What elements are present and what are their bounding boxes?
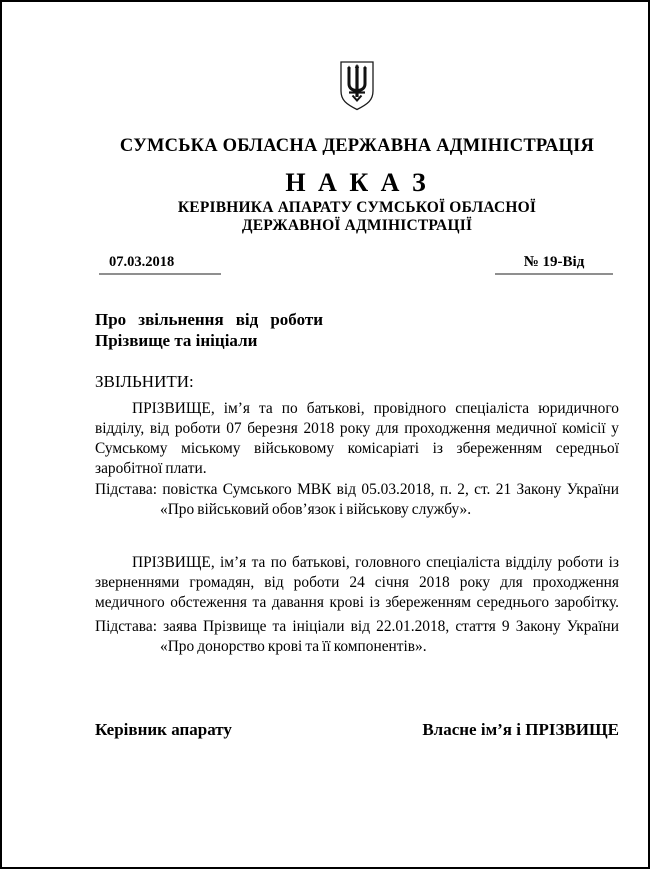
document-content — [95, 61, 619, 740]
subject-block — [95, 309, 323, 351]
order-paragraph-1 — [95, 399, 619, 479]
signature-name: Власне ім’я і ПРІЗВИЩЕ — [422, 720, 619, 739]
order-2-line: медичного обстеження та давання крові із збереженням середнього заробітку. — [95, 594, 619, 611]
subject-line2: Прізвище та ініціали — [95, 331, 258, 350]
order-1-line: Сумському міському військовому комісаріаті із збереженням середньої — [95, 440, 619, 457]
meta-row — [95, 255, 619, 277]
basis-2-line: Підстава: заява Прізвище та ініціали від 22.01.2018, стаття 9 Закону України — [95, 618, 619, 635]
order-1-line: ПРІЗВИЩЕ, ім’я та по батькові, провідного спеціаліста юридичного — [132, 400, 619, 417]
order-1-line: відділу, від роботи 07 березня 2018 року для проходження медичної комісії у — [95, 420, 619, 437]
basis-1-line: Підстава: повістка Сумського МВК від 05.03.2018, п. 2, ст. 21 Закону України — [95, 481, 619, 498]
basis-paragraph-1 — [95, 480, 619, 520]
date-field: 07.03.2018 — [99, 255, 221, 275]
order-2-line: ПРІЗВИЩЕ, ім’я та по батькові, головного спеціаліста відділу роботи із — [132, 554, 619, 571]
trident-emblem-icon — [339, 61, 375, 111]
order-1-line: заробітної плати. — [95, 460, 207, 477]
order-2-line: зверненнями громадян, від роботи 24 січня 2018 року для проходження — [95, 574, 619, 591]
doc-subtitle-line2: ДЕРЖАВНОЇ АДМІНІСТРАЦІЇ — [241, 217, 473, 234]
basis-paragraph-2 — [95, 617, 619, 657]
org-title: СУМСЬКА ОБЛАСНА ДЕРЖАВНА АДМІНІСТРАЦІЯ — [119, 136, 595, 156]
basis-1-line: «Про військовий обов’язок і військову службу». — [160, 501, 472, 518]
subject-line1: Про звільнення від роботи — [95, 310, 323, 329]
basis-2-line: «Про донорство крові та її компонентів». — [160, 638, 427, 655]
signature-position: Керівник апарату — [95, 720, 232, 739]
order-paragraph-2 — [95, 553, 619, 613]
doc-type-title: Н А К А З — [285, 168, 429, 197]
directive-word: ЗВІЛЬНИТИ: — [95, 372, 194, 391]
doc-subtitle-line1: КЕРІВНИКА АПАРАТУ СУМСЬКОЇ ОБЛАСНОЇ — [177, 199, 537, 216]
doc-number-field: № 19-Від — [495, 255, 613, 275]
signature-row — [95, 720, 619, 740]
